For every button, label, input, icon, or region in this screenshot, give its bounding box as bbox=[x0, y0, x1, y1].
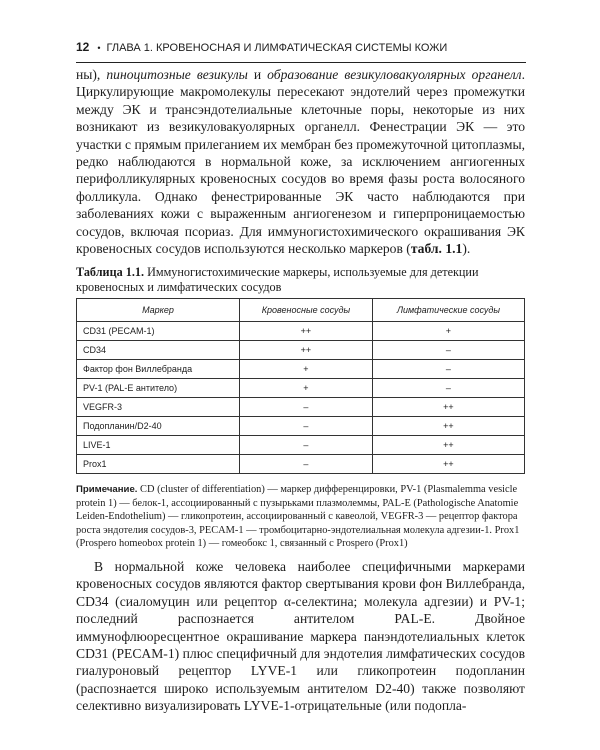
cell-blood: – bbox=[240, 436, 373, 455]
table-row bbox=[77, 455, 525, 474]
page-number: 12 bbox=[76, 40, 90, 54]
paragraph-2: В нормальной коже человека наиболее специфичными маркерами кровеносных сосудов являются фактор свертывания крови фон Виллебранда, CD34 (сиаломуцин или рецептор α-селектина; молекула адгезии) и PV-1; последний распознается антителом PAL-E. Двойное иммунофлюоресцентное окрашивание маркера панэндотелиальных клеток CD31 (PECAM-1) плюс специфичный для эндотелия лимфатических сосудов гиалуроновый рецептор LYVE-1 или гликопротеин подопланин (распознается широко используемым антителом D2-40) также позволяют селективно визуализировать LYVE-1-отрицательные (или подопла- bbox=[76, 559, 525, 714]
table-row bbox=[77, 360, 525, 379]
table-row bbox=[77, 322, 525, 341]
cell-blood: + bbox=[240, 379, 373, 398]
table-note bbox=[76, 483, 525, 551]
cell-lymph: ++ bbox=[372, 398, 524, 417]
cell-blood: – bbox=[240, 417, 373, 436]
cell-marker: Prox1 bbox=[77, 455, 240, 474]
cell-marker: LIVE-1 bbox=[77, 436, 240, 455]
p1-conj: и bbox=[247, 67, 268, 82]
running-header bbox=[76, 40, 526, 63]
cell-lymph: + bbox=[372, 322, 524, 341]
p1-rest: . Циркулирующие макромолекулы пересекают эндотелий через промежутки между ЭК и трансэндотелиальные клеточные поры, некоторые из них возникают из везикуловакуолярных органелл. Фенестрации ЭК — это участки с прямым прилеганием их мембран без промежуточной цитоплазмы, редко наблюдаются в нормальной коже, за исключением ангиогенных перифолликулярных кровеносных сосудов во время фазы роста волосяного фолликула. Однако фенестрированные ЭК часто наблюдаются при заболеваниях кожи с выраженным ангиогенезом и гиперпроницаемостью сосудов, включая псориаз. Для иммуногистохимического окрашивания ЭК кровеносных сосудов используются несколько маркеров ( bbox=[76, 67, 525, 257]
header-marker: Маркер bbox=[77, 299, 240, 322]
cell-lymph: – bbox=[372, 360, 524, 379]
cell-marker: PV-1 (PAL-E антитело) bbox=[77, 379, 240, 398]
cell-lymph: ++ bbox=[372, 436, 524, 455]
cell-lymph: ++ bbox=[372, 417, 524, 436]
cell-marker: CD34 bbox=[77, 341, 240, 360]
cell-marker: Фактор фон Виллебранда bbox=[77, 360, 240, 379]
table-row bbox=[77, 436, 525, 455]
cell-blood: ++ bbox=[240, 341, 373, 360]
cell-lymph: ++ bbox=[372, 455, 524, 474]
p1-end: ). bbox=[462, 241, 471, 257]
note-text: CD (cluster of differentiation) — маркер дифференцировки, PV-1 (Plasmalemma vesicle protein 1) — белок-1, ассоциированный с пузырьками плазмолеммы, PAL-E (Pathologische Anatomie Leiden-Endothelium) — гликопротеин, ассоциированный с кавеолой, VEGFR-3 — рецептор фактора роста эндотелия сосудов-3, PECAM-1 — тромбоцитарно-эндотелиальная молекула адгезии-1. Prox1 (Prospero homeobox protein 1) — гомеобокс 1, связанный с Prospero (Prox1) bbox=[76, 484, 520, 550]
table-row bbox=[77, 417, 525, 436]
p1-term-organelles: образование везикуловакуолярных органелл bbox=[267, 67, 522, 82]
p1-lead: ны), bbox=[76, 67, 107, 82]
table-row bbox=[77, 341, 525, 360]
cell-marker: CD31 (PECAM-1) bbox=[77, 322, 240, 341]
bullet-icon: • bbox=[97, 43, 101, 53]
table-caption-text: Иммуногистохимические маркеры, используемые для детекции кровеносных и лимфатических сосудов bbox=[76, 265, 479, 294]
cell-blood: – bbox=[240, 398, 373, 417]
cell-lymph: – bbox=[372, 379, 524, 398]
cell-blood: – bbox=[240, 455, 373, 474]
note-label: Примечание. bbox=[76, 484, 138, 495]
table-caption-label: Таблица 1.1. bbox=[76, 265, 145, 279]
table-row bbox=[77, 379, 525, 398]
cell-marker: VEGFR-3 bbox=[77, 398, 240, 417]
p1-term-pinocytic: пиноцитозные везикулы bbox=[106, 67, 248, 82]
cell-marker: Подопланин/D2-40 bbox=[77, 417, 240, 436]
chapter-title: ГЛАВА 1. КРОВЕНОСНАЯ И ЛИМФАТИЧЕСКАЯ СИСТЕМЫ КОЖИ bbox=[106, 42, 448, 54]
markers-table bbox=[76, 298, 525, 474]
table-caption bbox=[76, 265, 525, 294]
cell-blood: + bbox=[240, 360, 373, 379]
table-row bbox=[77, 398, 525, 417]
table-reference: табл. 1.1 bbox=[410, 241, 463, 257]
table-header-row bbox=[77, 299, 525, 322]
header-blood-vessels: Кровеносные сосуды bbox=[240, 299, 373, 322]
cell-lymph: – bbox=[372, 341, 524, 360]
cell-blood: ++ bbox=[240, 322, 373, 341]
header-lymph-vessels: Лимфатические сосуды bbox=[372, 299, 524, 322]
paragraph-1 bbox=[76, 66, 525, 257]
